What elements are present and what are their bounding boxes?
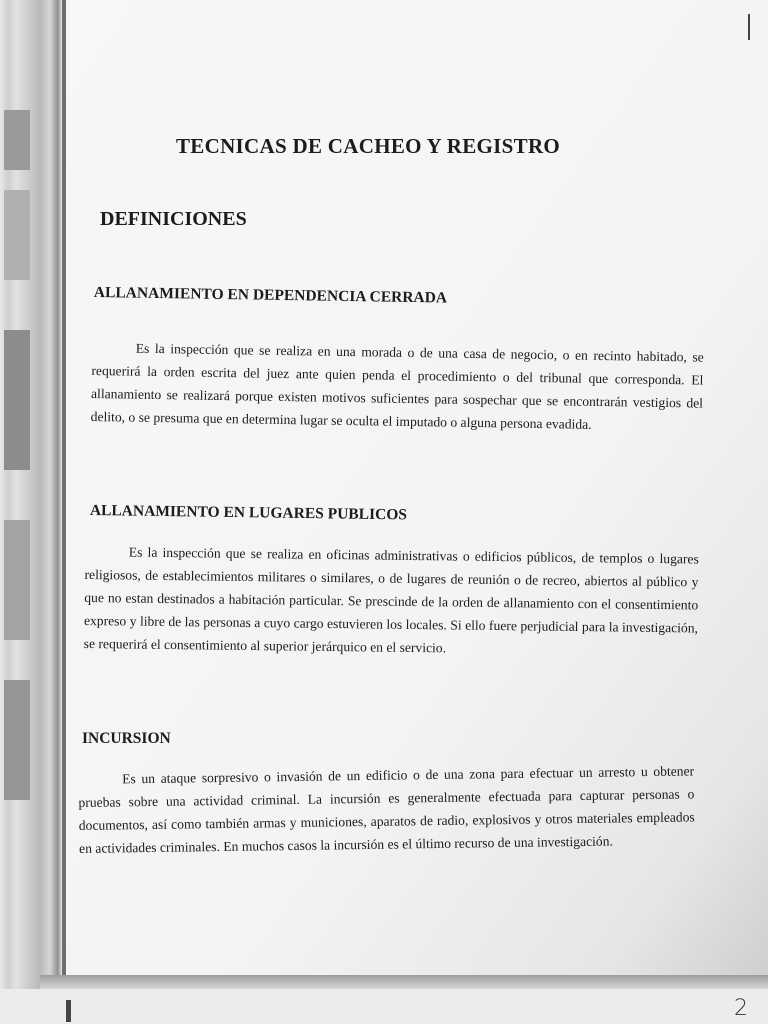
binding-strip [4, 330, 30, 470]
binding-strip [4, 110, 30, 170]
book-binding [0, 0, 62, 1024]
subheading-dependencia-cerrada: ALLANAMIENTO EN DEPENDENCIA CERRADA [93, 284, 448, 307]
binding-strip [4, 190, 30, 280]
section-heading: DEFINICIONES [100, 208, 247, 230]
paragraph-dependencia-cerrada: Es la inspección que se realiza en una morada o de una casa de negocio, o en recinto habitado, se requerirá la orden escrita del juez ante quien penda el procedimiento o del tribunal que corresponda. El allanamiento se realizará porque existen motivos suficientes para sospechar que se encontrarán vestigios del delito, o se presuma que en determina lugar se oculta el imputado o alguna persona evadida. [90, 340, 704, 432]
document-title: TECNICAS DE CACHEO Y REGISTRO [176, 134, 561, 158]
page-number: 2 [734, 996, 748, 1021]
under-page [0, 989, 768, 1024]
subheading-incursion: INCURSION [82, 730, 171, 747]
paragraph-incursion: Es un ataque sorpresivo o invasión de un edificio o de una zona para efectuar un arresto u obtener pruebas sobre una actividad criminal. La incursión es generalmente efectuada para capturar personas o documentos, así como también armas y municiones, aparatos de radio, explosivos y otros materiales empleados en actividades criminales. En muchos casos la incursión es el último recurso de una investigación. [78, 763, 695, 856]
binding-strip [4, 680, 30, 800]
corner-mark [748, 14, 750, 40]
page-bottom-edge [40, 975, 768, 989]
paragraph-lugares-publicos: Es la inspección que se realiza en oficinas administrativas o edificios públicos, de templos o lugares religiosos, de establecimientos militares o similares, o de lugares de reunión o de recreo, abiertos al público y que no estan destinados a habitación particular. Se prescinde de la orden de allanamiento con el consentimiento expreso y libre de las personas a cuyo cargo estuvieren los locales. Si ello fuere perjudicial para la investigación, se requerirá el consentimiento al superior jerárquico en el servicio. [83, 544, 699, 656]
binding-strip [4, 520, 30, 640]
bottom-mark [66, 1000, 71, 1022]
subheading-lugares-publicos: ALLANAMIENTO EN LUGARES PUBLICOS [89, 502, 408, 524]
